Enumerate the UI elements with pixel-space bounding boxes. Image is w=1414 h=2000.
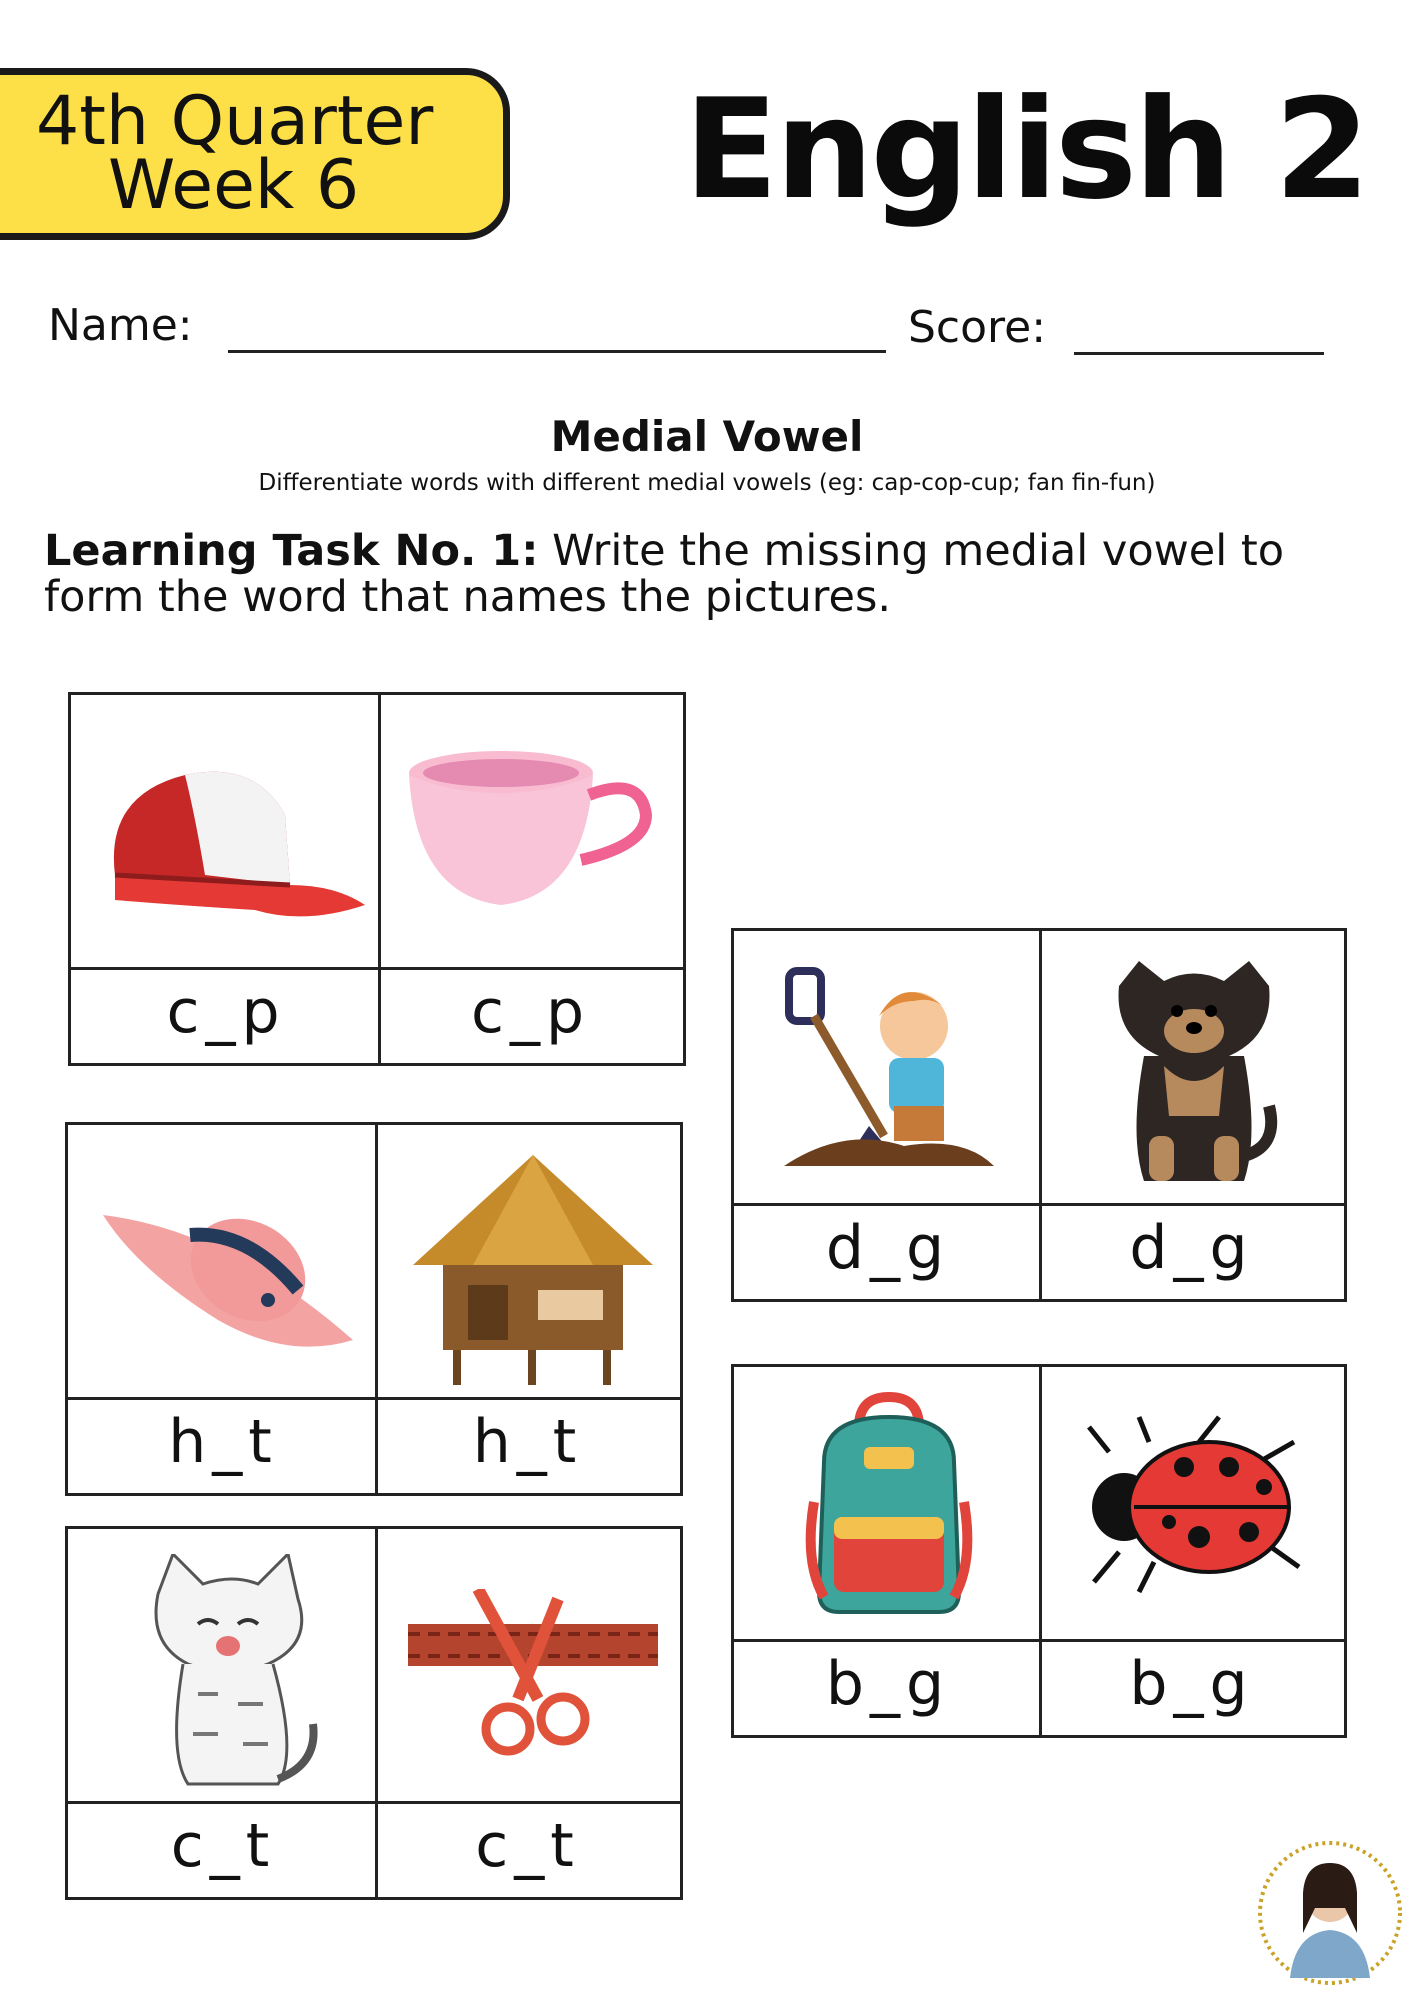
week-label: Week 6: [108, 146, 360, 225]
card-dig-dog: [731, 928, 1347, 1302]
lesson-subtitle: Differentiate words with different medial vowels (eg: cap-cop-cup; fan fin-fun): [258, 470, 1156, 496]
name-field[interactable]: [228, 350, 886, 353]
subject-title: English 2: [684, 69, 1368, 230]
score-field[interactable]: [1074, 352, 1324, 355]
score-label: Score:: [908, 302, 1047, 353]
task-text: Write the missing medial vowel to form the word that names the pictures.: [44, 526, 1285, 622]
word-d-g-right: d_g: [1129, 1213, 1254, 1283]
author-logo-icon: [1255, 1838, 1405, 1988]
dog-icon: [1109, 956, 1279, 1191]
quarter-label: 4th Quarter: [36, 82, 434, 161]
task-label: Learning Task No. 1:: [44, 526, 539, 576]
cat-icon: [138, 1554, 328, 1794]
card-cat-cut: [65, 1526, 683, 1900]
dig-icon: [784, 966, 1004, 1176]
card-bag-bug: [731, 1364, 1347, 1738]
word-c-t-right: c_t: [475, 1811, 580, 1881]
hat-icon: [98, 1190, 358, 1360]
word-c-p-left: c_p: [166, 977, 286, 1047]
lesson-title: Medial Vowel: [550, 412, 864, 461]
cut-icon: [408, 1589, 658, 1769]
word-h-t-left: h_t: [168, 1407, 278, 1477]
word-c-p-right: c_p: [470, 977, 591, 1047]
word-c-t-left: c_t: [170, 1811, 276, 1881]
word-b-g-left: b_g: [825, 1649, 951, 1719]
card-cap-cup: [68, 692, 686, 1066]
bug-icon: [1079, 1412, 1309, 1602]
word-b-g-right: b_g: [1129, 1649, 1254, 1719]
word-d-g-left: d_g: [825, 1213, 951, 1283]
bag-icon: [804, 1392, 974, 1622]
cap-icon: [85, 735, 365, 935]
hut-icon: [408, 1150, 658, 1390]
card-hat-hut: [65, 1122, 683, 1496]
cup-icon: [401, 745, 661, 915]
name-label: Name:: [48, 300, 193, 351]
task-instruction: [44, 528, 1374, 620]
word-h-t-right: h_t: [472, 1407, 583, 1477]
